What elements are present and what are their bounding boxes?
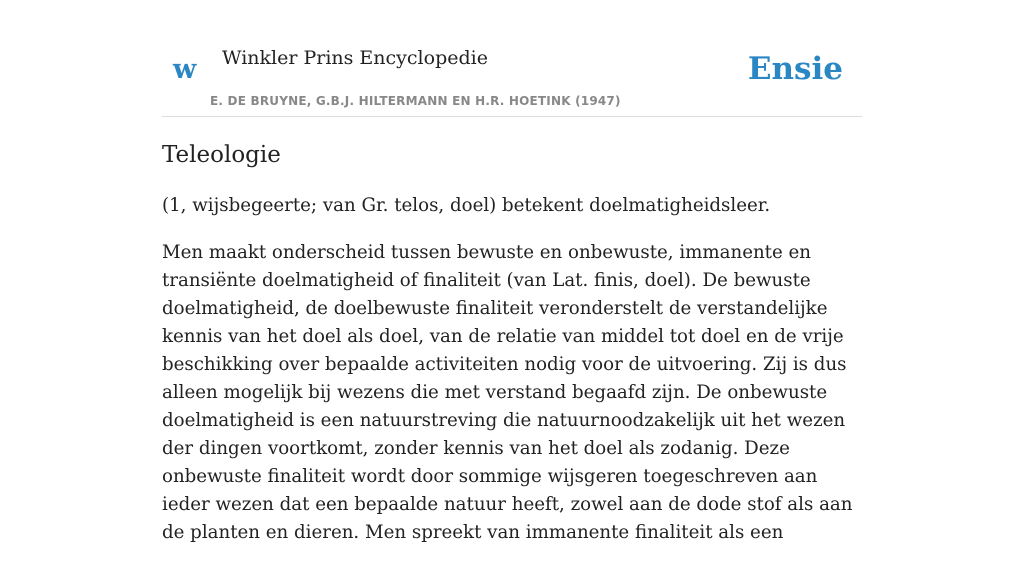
article-page — [162, 0, 862, 543]
article-paragraph: Men maakt onderscheid tussen bewuste en onbewuste, immanente en transiënte doelmatigheid of finaliteit (van Lat. finis, doel). De bewuste doelmatigheid, de doelbewuste finaliteit veronderstelt de verstandelijke kennis van het doel als doel, van de relatie van middel tot doel en de vrije beschikking over bepaalde activiteiten nodig voor de uitvoering. Zij is dus alleen mogelijk bij wezens die met verstand begaafd zijn. De onbewuste doelmatigheid is een natuurstreving die natuurnoodzakelijk uit het wezen der dingen voortkomt, zonder kennis van het doel als zodanig. Deze onbewuste finaliteit wordt door sommige wijsgeren toegeschreven aan ieder wezen dat een bepaalde natuur heeft, zowel aan de dode stof als aan de planten en dieren. Men spreekt van immanente finaliteit als een — [162, 242, 853, 543]
source-authors: E. DE BRUYNE, G.B.J. HILTERMANN EN H.R. HOETINK (1947) — [210, 94, 621, 108]
source-title[interactable]: Winkler Prins Encyclopedie — [222, 47, 488, 69]
article-title: Teleologie — [162, 142, 281, 168]
article-paragraph: (1, wijsbegeerte; van Gr. telos, doel) betekent doelmatigheidsleer. — [162, 195, 771, 216]
source-logo[interactable]: w — [173, 54, 197, 85]
source-header — [162, 0, 862, 117]
brand-logo[interactable]: Ensie — [747, 51, 843, 87]
article-body — [162, 192, 862, 566]
